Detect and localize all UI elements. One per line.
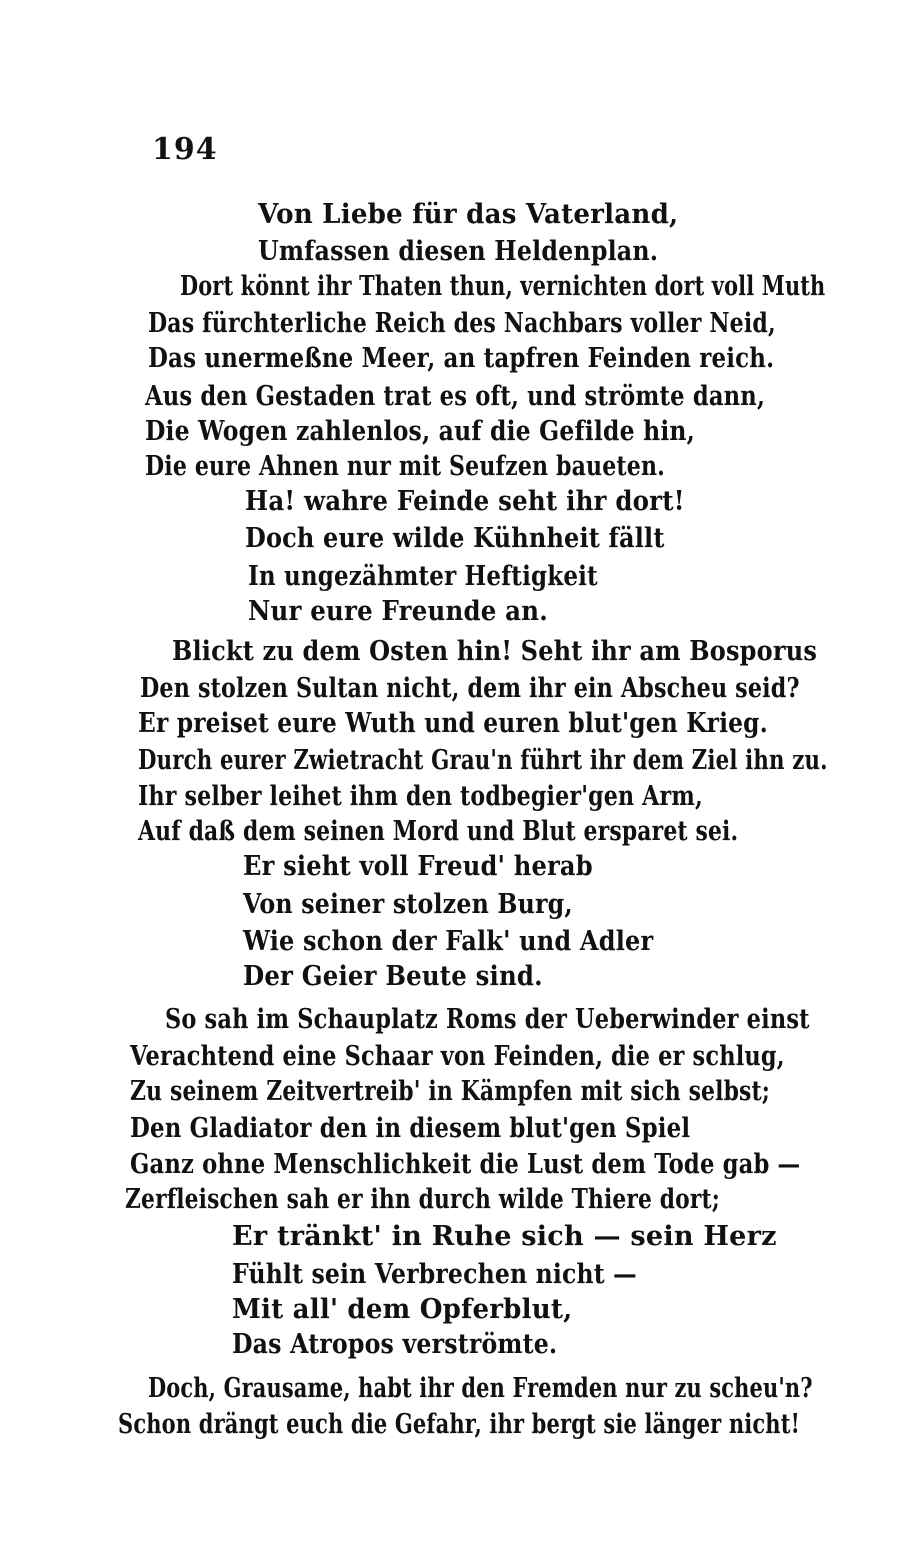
verse-line: Aus den Gestaden trat es oft, und strömte dann, — [145, 381, 765, 412]
verse-line: Die Wogen zahlenlos, auf die Gefilde hin, — [145, 416, 696, 447]
verse-line: Doch, Grausame, habt ihr den Fremden nur zu scheu'n? — [148, 1373, 813, 1404]
verse-line: So sah im Schauplatz Roms der Ueberwinder einst — [165, 1004, 810, 1035]
verse-line: Ihr selber leihet ihm den todbegier'gen Arm, — [138, 781, 703, 812]
verse-line: Von seiner stolzen Burg, — [243, 889, 573, 920]
verse-line: Zerfleischen sah er ihn durch wilde Thiere dort; — [125, 1184, 720, 1215]
verse-line: Er preiset eure Wuth und euren blut'gen Krieg. — [138, 708, 768, 739]
verse-line: Blickt zu dem Osten hin! Seht ihr am Bosporus — [172, 636, 818, 667]
verse-line: Durch eurer Zwietracht Grau'n führt ihr dem Ziel ihn zu. — [138, 745, 828, 776]
verse-line: Fühlt sein Verbrechen nicht — — [232, 1259, 637, 1290]
verse-line: Wie schon der Falk' und Adler — [243, 926, 654, 957]
verse-line: Doch eure wilde Kühnheit fällt — [245, 523, 665, 554]
verse-line: Schon drängt euch die Gefahr, ihr bergt sie länger nicht! — [118, 1409, 800, 1440]
verse-line: Ganz ohne Menschlichkeit die Lust dem Tode gab — — [130, 1149, 801, 1180]
verse-line: Den stolzen Sultan nicht, dem ihr ein Abscheu seid? — [140, 673, 800, 704]
verse-line: Das fürchterliche Reich des Nachbars voller Neid, — [148, 308, 776, 339]
verse-line: Verachtend eine Schaar von Feinden, die er schlug, — [130, 1041, 785, 1072]
verse-line: Auf daß dem seinen Mord und Blut ersparet sei. — [138, 816, 739, 847]
verse-line: In ungezähmter Heftigkeit — [248, 561, 598, 592]
verse-line: Der Geier Beute sind. — [243, 961, 543, 992]
verse-line: Dort könnt ihr Thaten thun, vernichten dort voll Muth — [180, 271, 826, 302]
verse-line: Den Gladiator den in diesem blut'gen Spiel — [130, 1113, 691, 1144]
verse-line: Von Liebe für das Vaterland, — [258, 199, 679, 230]
verse-line: Umfassen diesen Heldenplan. — [258, 236, 659, 267]
page-number: 194 — [152, 132, 218, 167]
verse-line: Das Atropos verströmte. — [232, 1329, 558, 1360]
verse-line: Die eure Ahnen nur mit Seufzen baueten. — [145, 451, 665, 482]
verse-line: Ha! wahre Feinde seht ihr dort! — [245, 486, 685, 517]
verse-line: Nur eure Freunde an. — [248, 596, 548, 627]
verse-line: Zu seinem Zeitvertreib' in Kämpfen mit sich selbst; — [130, 1076, 771, 1107]
verse-line: Mit all' dem Opferblut, — [232, 1294, 573, 1325]
verse-line: Das unermeßne Meer, an tapfren Feinden reich. — [148, 343, 775, 374]
verse-line: Er sieht voll Freud' herab — [243, 851, 593, 882]
verse-line: Er tränkt' in Ruhe sich — sein Herz — [232, 1221, 777, 1252]
